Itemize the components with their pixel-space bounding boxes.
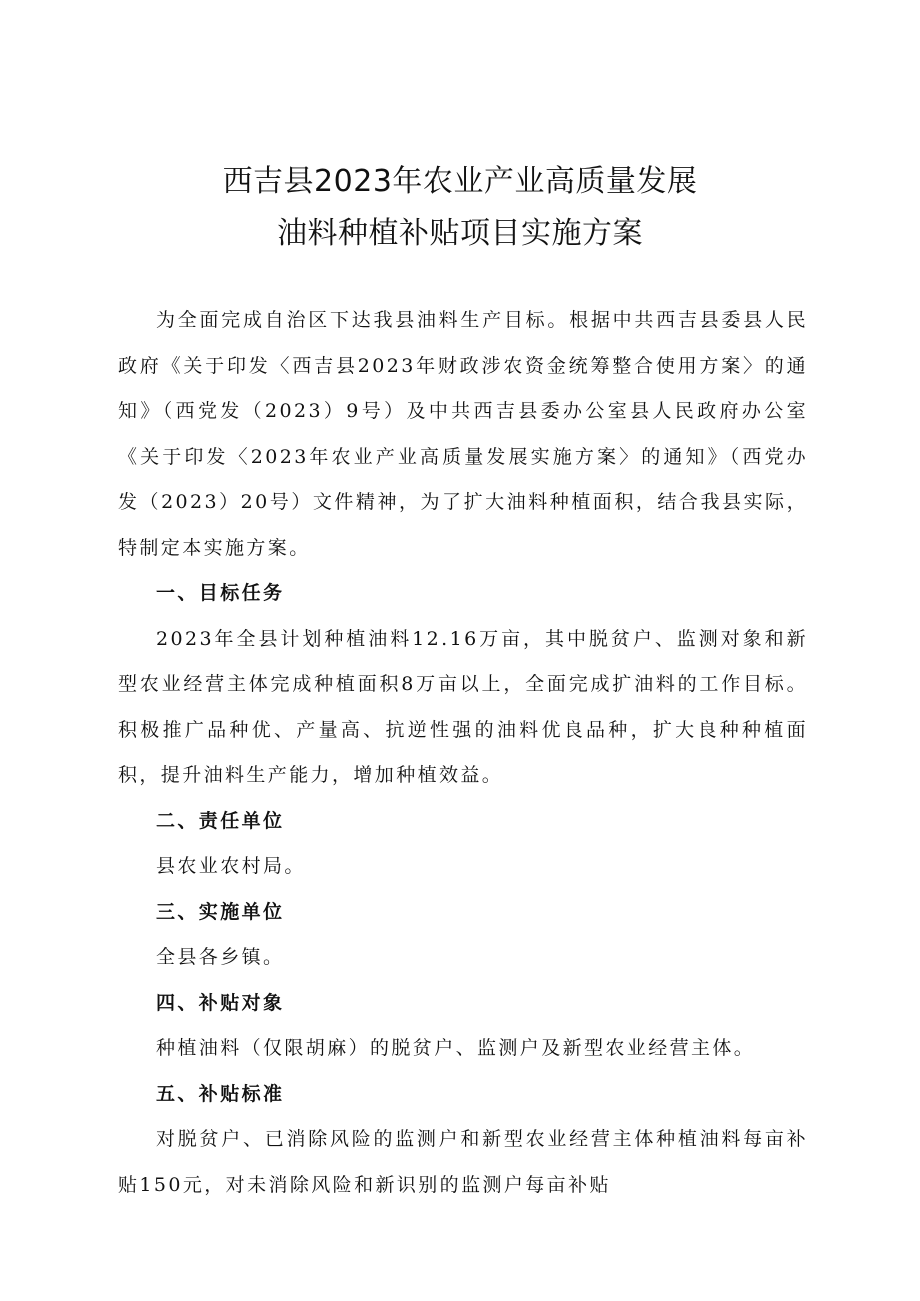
- section-text-implementing-unit: 全县各乡镇。: [156, 946, 285, 968]
- document-title-line-1: 西吉县2023年农业产业高质量发展: [222, 164, 698, 199]
- section-heading-responsible-unit: 二、责任单位: [156, 809, 285, 832]
- section-heading-subsidy-target: 四、补贴对象: [156, 991, 285, 1014]
- section-heading-goals: 一、目标任务: [156, 582, 285, 604]
- document-body: [118, 298, 808, 1208]
- section-text-goals: 2023年全县计划种植油料12.16万亩，其中脱贫户、监测对象和新型农业经营主体完成种植面积8万亩以上，全面完成扩油料的工作目标。积极推广品种优、产量高、抗逆性强的油料优良品种，扩大良种种植面积，提升油料生产能力，增加种植效益。: [118, 627, 808, 786]
- section-text-subsidy-target: 种植油料（仅限胡麻）的脱贫户、监测户及新型农业经营主体。: [156, 1037, 756, 1059]
- document-title-line-2: 油料种植补贴项目实施方案: [277, 216, 643, 251]
- section-text-subsidy-standard: 对脱贫户、已消除风险的监测户和新型农业经营主体种植油料每亩补贴150元，对未消除风险和新识别的监测户每亩补贴: [118, 1128, 808, 1196]
- intro-paragraph: 为全面完成自治区下达我县油料生产目标。根据中共西吉县委县人民政府《关于印发〈西吉县2023年财政涉农资金统筹整合使用方案〉的通知》（西党发（2023）9号）及中共西吉县委办公室县人民政府办公室《关于印发〈2023年农业产业高质量发展实施方案〉的通知》（西党办发（2023）20号）文件精神，为了扩大油料种植面积，结合我县实际，特制定本实施方案。: [118, 309, 808, 559]
- section-heading-implementing-unit: 三、实施单位: [156, 900, 285, 923]
- section-text-responsible-unit: 县农业农村局。: [156, 855, 306, 877]
- section-heading-subsidy-standard: 五、补贴标准: [156, 1082, 285, 1105]
